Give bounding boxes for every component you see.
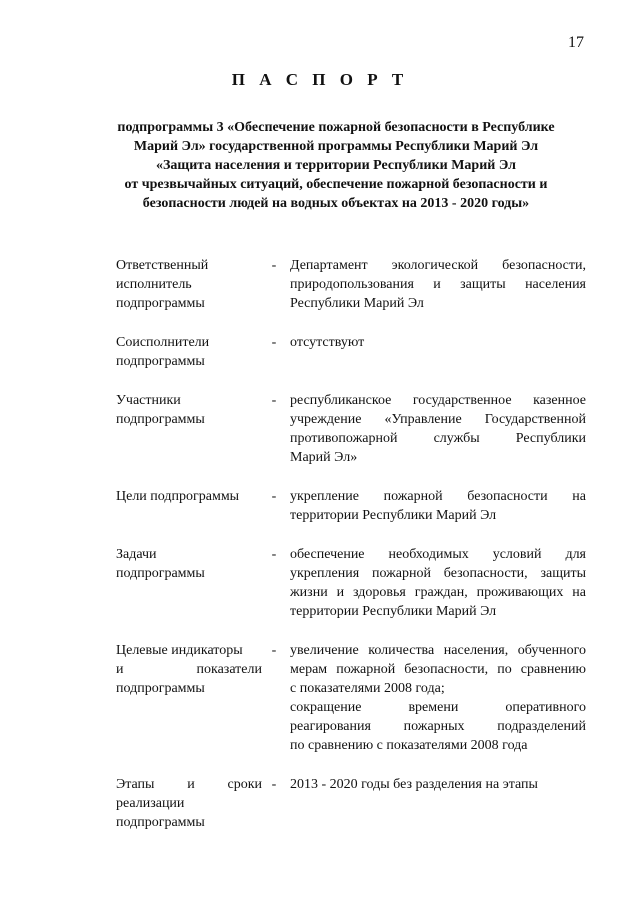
value-line: с показателями 2008 года; — [290, 681, 445, 696]
page-number: 17 — [568, 34, 584, 51]
row-label — [116, 333, 262, 371]
row-dash: - — [271, 489, 277, 504]
row-label — [116, 775, 262, 832]
row-value — [286, 333, 586, 371]
row-participants — [116, 391, 586, 467]
value-line: сокращение времени оперативного — [290, 700, 586, 715]
label-line: Этапы и сроки — [116, 777, 262, 792]
row-tasks — [116, 545, 586, 621]
value-line: территории Республики Марий Эл — [290, 604, 497, 619]
row-value — [286, 256, 586, 313]
row-dash: - — [271, 335, 277, 350]
row-value — [286, 641, 586, 755]
row-stages-and-terms — [116, 775, 586, 832]
label-line: подпрограммы — [116, 815, 205, 830]
row-value — [286, 545, 586, 621]
page-title: П А С П О Р Т — [231, 70, 409, 89]
label-line: подпрограммы — [116, 296, 205, 311]
value-line: обеспечение необходимых условий для — [290, 547, 586, 562]
value-line: отсутствуют — [290, 335, 365, 350]
label-line: Участники — [116, 393, 181, 408]
value-line: укрепление пожарной безопасности на — [290, 489, 586, 504]
subprogram-heading — [96, 118, 576, 213]
label-line: Целевые индикаторы — [116, 643, 243, 658]
row-responsible-executor — [116, 256, 586, 313]
row-value — [286, 487, 586, 525]
subtitle-line: подпрограммы 3 «Обеспечение пожарной безопасности в Республике — [117, 120, 555, 135]
value-line: территории Республики Марий Эл — [290, 508, 497, 523]
subtitle-line: «Защита населения и территории Республики Марий Эл — [155, 158, 517, 173]
subtitle-line: Марий Эл» государственной программы Республики Марий Эл — [133, 139, 539, 154]
row-dash: - — [271, 393, 277, 408]
value-line: по сравнению с показателями 2008 года — [290, 738, 528, 753]
value-line: учреждение «Управление Государственной — [290, 412, 586, 427]
label-line: и показатели — [116, 662, 262, 677]
value-line: Республики Марий Эл — [290, 296, 424, 311]
label-line: подпрограммы — [116, 354, 205, 369]
passport-table — [116, 256, 586, 852]
value-line: 2013 - 2020 годы без разделения на этапы — [290, 777, 538, 792]
row-value — [286, 775, 586, 832]
row-label — [116, 391, 262, 467]
row-goals — [116, 487, 586, 525]
row-dash: - — [271, 643, 277, 658]
label-line: Ответственный — [116, 258, 209, 273]
row-dash: - — [271, 547, 277, 562]
row-dash: - — [271, 777, 277, 792]
label-line: подпрограммы — [116, 566, 205, 581]
label-line: подпрограммы — [116, 412, 205, 427]
subtitle-line: от чрезвычайных ситуаций, обеспечение пожарной безопасности и — [124, 177, 548, 192]
label-line: Цели подпрограммы — [116, 489, 240, 504]
row-label — [116, 487, 262, 525]
value-line: природопользования и защиты населения — [290, 277, 586, 292]
value-line: Департамент экологической безопасности, — [290, 258, 586, 273]
row-target-indicators — [116, 641, 586, 755]
value-line: республиканское государственное казенное — [290, 393, 586, 408]
row-co-executors — [116, 333, 586, 371]
value-line: укрепления пожарной безопасности, защиты — [290, 566, 586, 581]
label-line: подпрограммы — [116, 681, 205, 696]
row-value — [286, 391, 586, 467]
label-line: реализации — [116, 796, 185, 811]
value-line: противопожарной службы Республики — [290, 431, 586, 446]
value-line: мерам пожарной безопасности, по сравнению — [290, 662, 586, 677]
value-line: Марий Эл» — [290, 450, 358, 465]
row-label — [116, 256, 262, 313]
value-line: жизни и здоровья граждан, проживающих на — [290, 585, 586, 600]
label-line: Соисполнители — [116, 335, 210, 350]
row-label — [116, 641, 262, 755]
row-label — [116, 545, 262, 621]
row-dash: - — [271, 258, 277, 273]
label-line: исполнитель — [116, 277, 192, 292]
label-line: Задачи — [116, 547, 157, 562]
subtitle-line: безопасности людей на водных объектах на 2013 - 2020 годы» — [142, 196, 530, 211]
value-line: увеличение количества населения, обученного — [290, 643, 586, 658]
value-line: реагирования пожарных подразделений — [290, 719, 586, 734]
